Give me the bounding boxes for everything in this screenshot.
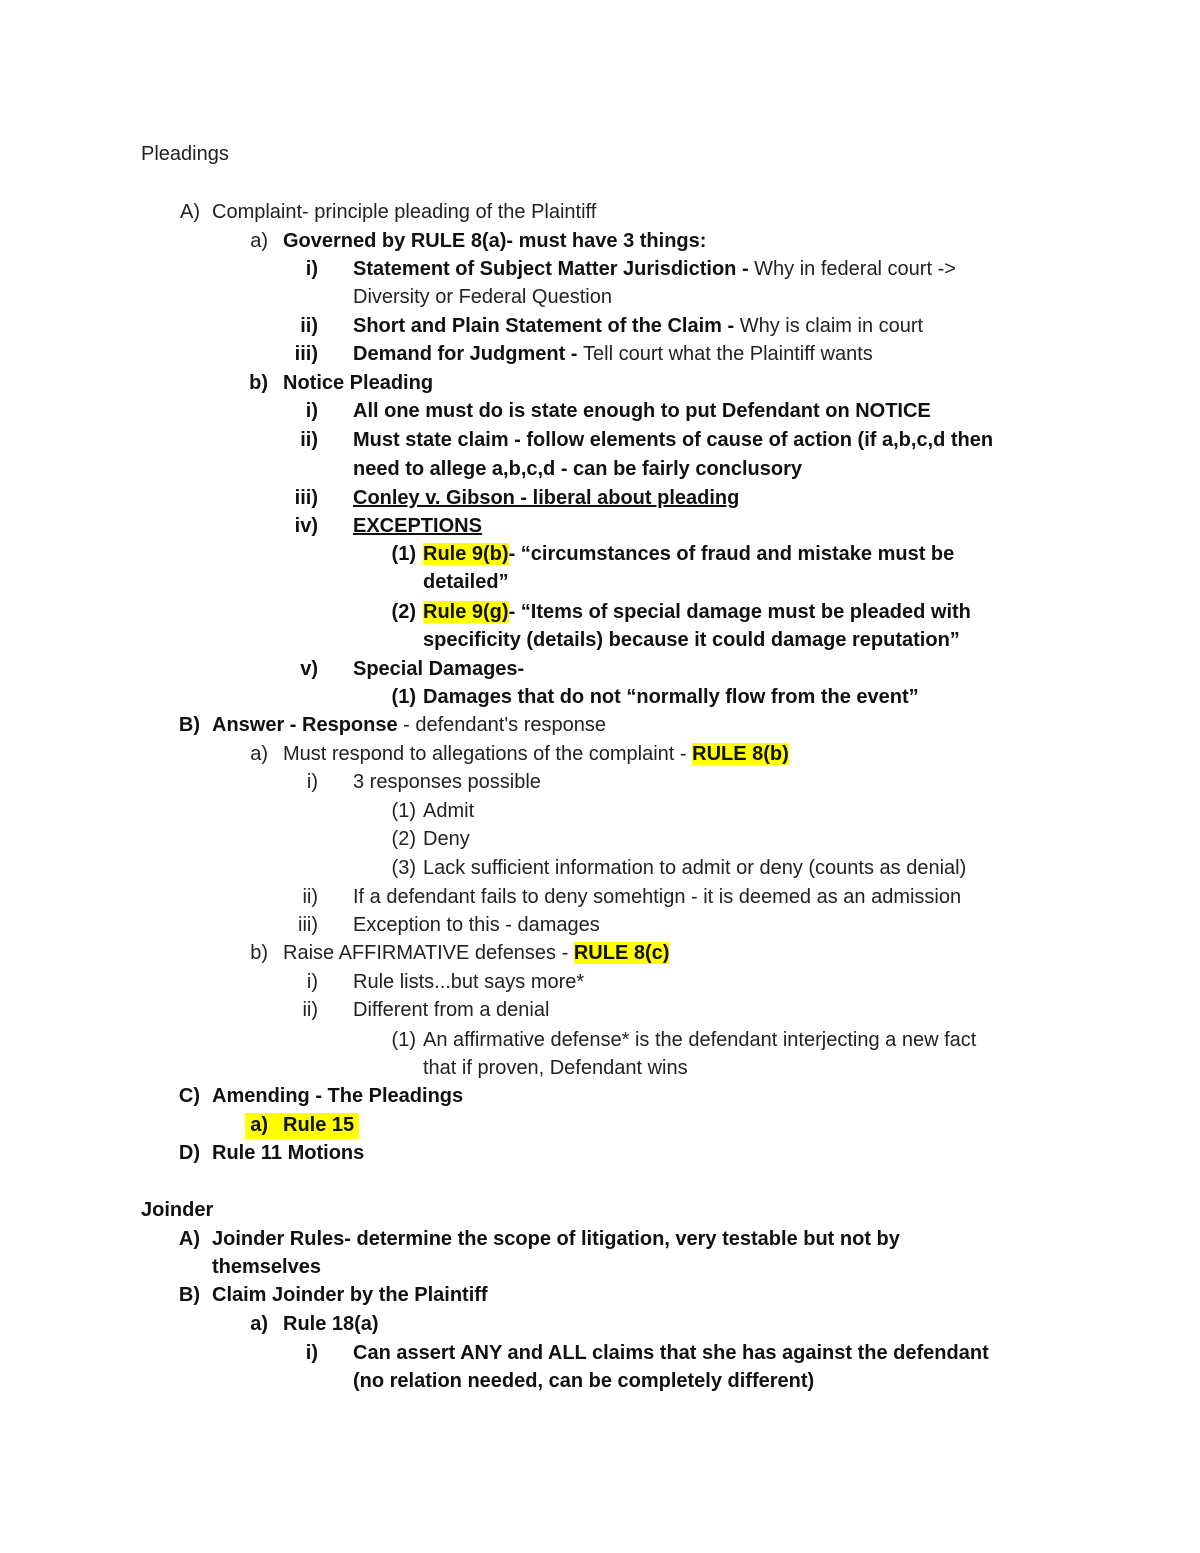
- item-text-bold: Demand for Judgment -: [353, 343, 584, 365]
- marker: ii): [302, 999, 318, 1021]
- item-text-bold: Can assert ANY and ALL claims that she has against the defendant: [353, 1342, 989, 1364]
- item-text: If a defendant fails to deny somehtign - it is deemed as an admission: [353, 886, 962, 908]
- highlighted-rule: RULE 8(b): [692, 743, 789, 765]
- item-text: Different from a denial: [353, 999, 550, 1021]
- marker: D): [178, 1142, 200, 1164]
- item-text-bold: Governed by RULE 8(a)- must have 3 things:: [283, 230, 707, 252]
- item-text: Tell court what the Plaintiff wants: [583, 343, 873, 365]
- marker: (1): [391, 543, 416, 565]
- marker: ii): [300, 429, 318, 451]
- item-text-bold: Conley v. Gibson - liberal about pleading: [353, 487, 740, 509]
- marker: ii): [302, 886, 318, 908]
- item-text-bold: Claim Joinder by the Plaintiff: [212, 1284, 488, 1306]
- marker: i): [306, 971, 318, 993]
- item-text: Admit: [423, 800, 475, 822]
- item-text-bold: Statement of Subject Matter Jurisdiction -: [353, 258, 755, 280]
- item-text-bold: Must state claim - follow elements of cause of action (if a,b,c,d then: [353, 429, 994, 451]
- marker: iv): [294, 515, 318, 537]
- marker: v): [300, 658, 318, 680]
- outline-item-A-a-i-cont: Diversity or Federal Question: [353, 286, 612, 308]
- highlighted-rule: Rule 9(b): [423, 543, 509, 565]
- item-text: Why in federal court ->: [754, 258, 956, 280]
- marker: (2): [391, 828, 416, 850]
- marker: (1): [391, 686, 416, 708]
- marker: iii): [294, 487, 318, 509]
- marker: b): [249, 372, 268, 394]
- marker: (2): [391, 601, 416, 623]
- item-text: An affirmative defense* is the defendant interjecting a new fact: [423, 1029, 977, 1051]
- joinder-item-B-a-i-cont: (no relation needed, can be completely different): [353, 1370, 815, 1392]
- item-text-bold: Short and Plain Statement of the Claim -: [353, 315, 740, 337]
- highlighted-rule: Rule 9(g): [423, 601, 509, 623]
- joinder-item-A-cont: themselves: [212, 1256, 321, 1278]
- item-text: Lack sufficient information to admit or deny (counts as denial): [423, 857, 967, 879]
- item-text-bold: Joinder Rules- determine the scope of litigation, very testable but not by: [212, 1228, 900, 1250]
- marker: i): [305, 258, 318, 280]
- marker: C): [178, 1085, 200, 1107]
- item-text: Why is claim in court: [739, 315, 924, 337]
- marker: ii): [300, 315, 318, 337]
- item-text: Complaint- principle pleading of the Plaintiff: [212, 201, 597, 223]
- item-text-bold: Rule 18(a): [283, 1313, 379, 1335]
- section-title-joinder: Joinder: [141, 1199, 214, 1221]
- section-title-pleadings: Pleadings: [141, 143, 229, 165]
- item-text-bold: All one must do is state enough to put Defendant on NOTICE: [353, 400, 931, 422]
- item-text-bold: Rule 11 Motions: [212, 1142, 365, 1164]
- item-text: 3 responses possible: [353, 771, 541, 793]
- item-text-bold: Notice Pleading: [283, 372, 434, 394]
- outline-item-A-b-iv-2-cont: specificity (details) because it could damage reputation”: [423, 629, 960, 651]
- item-text: Deny: [423, 828, 470, 850]
- item-text: Rule lists...but says more*: [353, 971, 585, 993]
- outline-item-B-b-ii-1-cont: that if proven, Defendant wins: [423, 1057, 688, 1079]
- item-text: - defendant's response: [397, 714, 607, 736]
- highlighted-rule: RULE 8(c): [573, 942, 670, 964]
- item-text-bold: Special Damages-: [353, 658, 525, 680]
- marker: a): [250, 743, 268, 765]
- item-text: Must respond to allegations of the complaint -: [283, 743, 693, 765]
- outline-item-A-b-iv-1-cont: detailed”: [423, 571, 509, 593]
- item-text-bold: Amending - The Pleadings: [212, 1085, 464, 1107]
- item-text-bold: EXCEPTIONS: [353, 515, 482, 537]
- item-text-bold: - “Items of special damage must be pleaded with: [508, 601, 971, 623]
- outline-item-A-b-ii-cont: need to allege a,b,c,d - can be fairly conclusory: [353, 458, 803, 480]
- marker: a): [250, 230, 268, 252]
- marker: iii): [298, 914, 318, 936]
- item-text-bold: Answer - Response: [212, 714, 398, 736]
- marker: (1): [391, 1029, 416, 1051]
- item-text-bold: - “circumstances of fraud and mistake must be: [508, 543, 955, 565]
- item-text: Raise AFFIRMATIVE defenses -: [283, 942, 574, 964]
- marker: a): [250, 1114, 268, 1136]
- marker: a): [250, 1313, 268, 1335]
- marker: B): [178, 714, 200, 736]
- marker: A): [178, 1228, 200, 1250]
- marker: (1): [391, 800, 416, 822]
- marker: i): [305, 1342, 318, 1364]
- item-text: Exception to this - damages: [353, 914, 600, 936]
- marker: A): [180, 201, 200, 223]
- marker: (3): [391, 857, 416, 879]
- marker: b): [250, 942, 268, 964]
- marker: iii): [294, 343, 318, 365]
- marker: i): [306, 771, 318, 793]
- highlighted-rule: Rule 15: [283, 1114, 355, 1136]
- marker: i): [305, 400, 318, 422]
- item-text-bold: Damages that do not “normally flow from the event”: [423, 686, 919, 708]
- marker: B): [178, 1284, 200, 1306]
